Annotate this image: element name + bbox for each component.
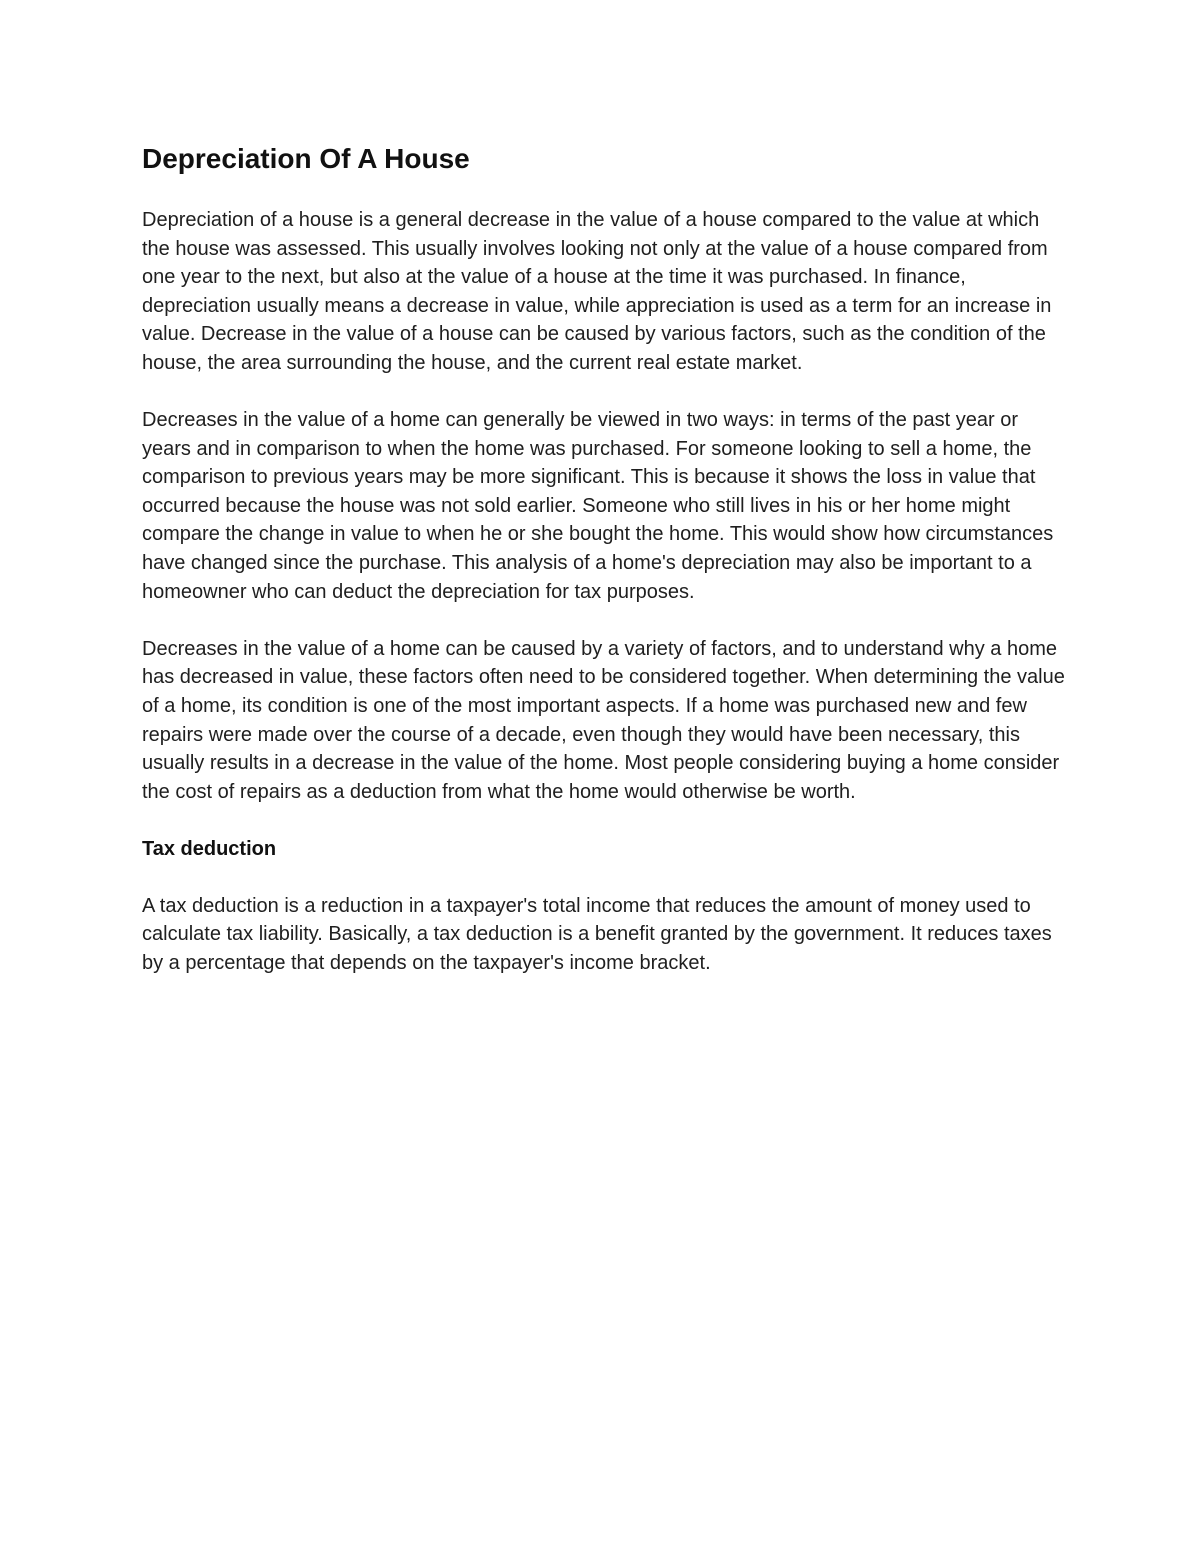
- document-body: [142, 140, 1072, 978]
- paragraph-factors: Decreases in the value of a home can be caused by a variety of factors, and to understand why a home has decreased in value, these factors often need to be considered together. When determining the value of a home, its condition is one of the most important aspects. If a home was purchased new and few repairs were made over the course of a decade, even though they would have been necessary, this usually results in a decrease in the value of the home. Most people considering buying a home consider the cost of repairs as a deduction from what the home would otherwise be worth.: [142, 637, 1065, 803]
- paragraph-two-ways: Decreases in the value of a home can generally be viewed in two ways: in terms of the past year or years and in comparison to when the home was purchased. For someone looking to sell a home, the comparison to previous years may be more significant. This is because it shows the loss in value that occurred because the house was not sold earlier. Someone who still lives in his or her home might compare the change in value to when he or she bought the home. This would show how circumstances have changed since the purchase. This analysis of a home's depreciation may also be important to a homeowner who can deduct the depreciation for tax purposes.: [142, 409, 1054, 603]
- section-heading-tax-deduction: Tax deduction: [142, 837, 277, 860]
- paragraph-tax-deduction: A tax deduction is a reduction in a taxpayer's total income that reduces the amount of money used to calculate tax liability. Basically, a tax deduction is a benefit granted by the government. It reduces taxes by a percentage that depends on the taxpayer's income bracket.: [142, 894, 1052, 974]
- paragraph-intro: Depreciation of a house is a general decrease in the value of a house compared to the value at which the house was assessed. This usually involves looking not only at the value of a house compared from one year to the next, but also at the value of a house at the time it was purchased. In finance, depreciation usually means a decrease in value, while appreciation is used as a term for an increase in value. Decrease in the value of a house can be caused by various factors, such as the condition of the house, the area surrounding the house, and the current real estate market.: [142, 209, 1052, 374]
- document-title: Depreciation Of A House: [142, 143, 470, 174]
